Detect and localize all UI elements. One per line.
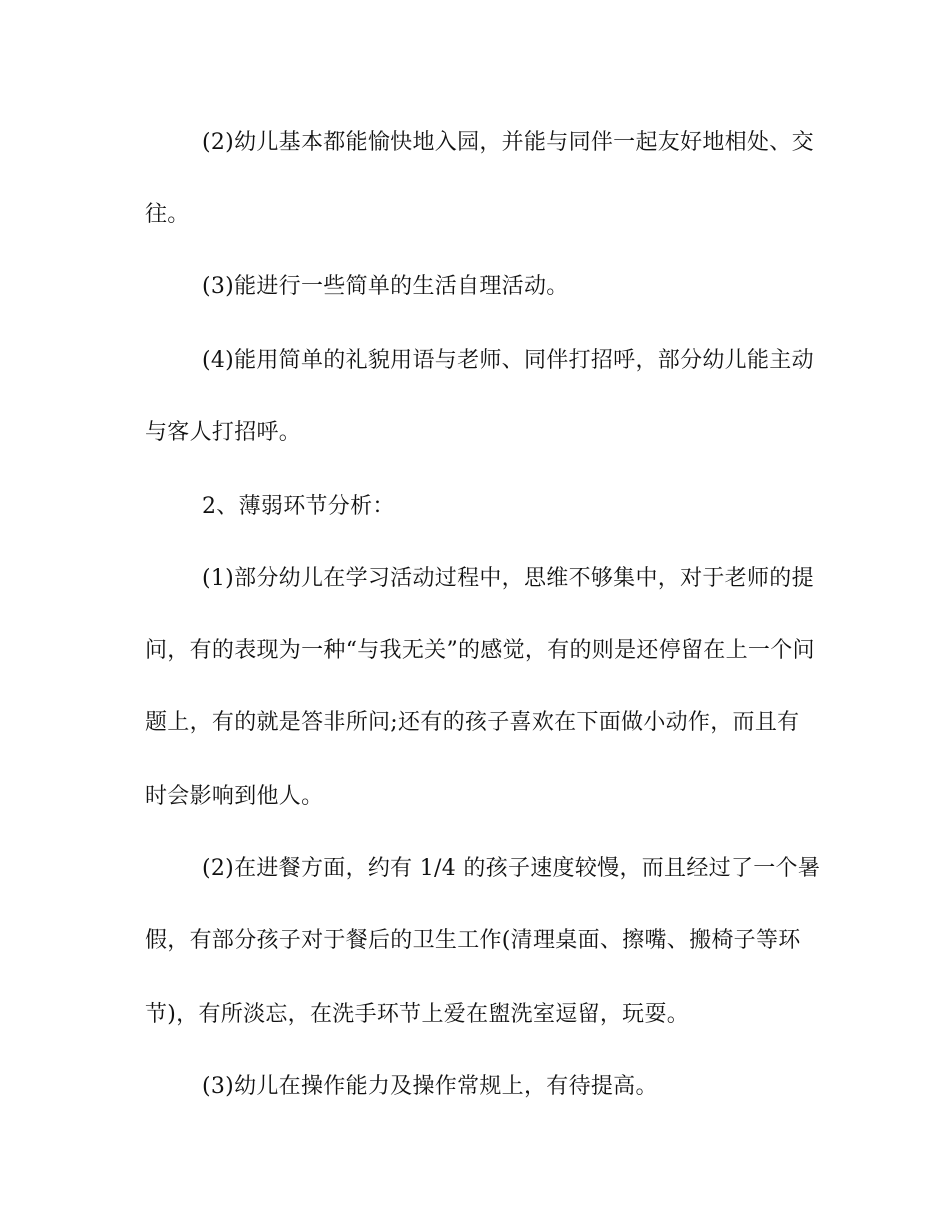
- paragraph-line: 假，有部分孩子对于餐后的卫生工作(清理桌面、擦嘴、搬椅子等环: [145, 928, 801, 953]
- paragraph-line: 时会影响到他人。: [145, 784, 324, 809]
- paragraph-line: (4)能用简单的礼貌用语与老师、同伴打招呼，部分幼儿能主动: [202, 348, 814, 373]
- paragraph-line: (2)幼儿基本都能愉快地入园，并能与同伴一起友好地相处、交: [202, 130, 814, 155]
- paragraph-line: (1)部分幼儿在学习活动过程中，思维不够集中，对于老师的提: [202, 566, 814, 591]
- paragraph-line: (3)能进行一些简单的生活自理活动。: [202, 274, 569, 299]
- paragraph-line: (2)在进餐方面，约有 1/4 的孩子速度较慢，而且经过了一个暑: [202, 856, 821, 881]
- paragraph-line: 往。: [145, 202, 190, 227]
- paragraph-line: 问，有的表现为一种“与我无关”的感觉，有的则是还停留在上一个问: [145, 638, 815, 663]
- paragraph-line: (3)幼儿在操作能力及操作常规上，有待提高。: [202, 1074, 658, 1099]
- paragraph-line: 与客人打招呼。: [145, 420, 302, 445]
- section-heading: 2、薄弱环节分析：: [202, 494, 395, 519]
- paragraph-line: 题上，有的就是答非所问;还有的孩子喜欢在下面做小动作，而且有: [145, 710, 800, 735]
- paragraph-line: 节)，有所淡忘，在洗手环节上爱在盥洗室逗留，玩耍。: [145, 1002, 690, 1027]
